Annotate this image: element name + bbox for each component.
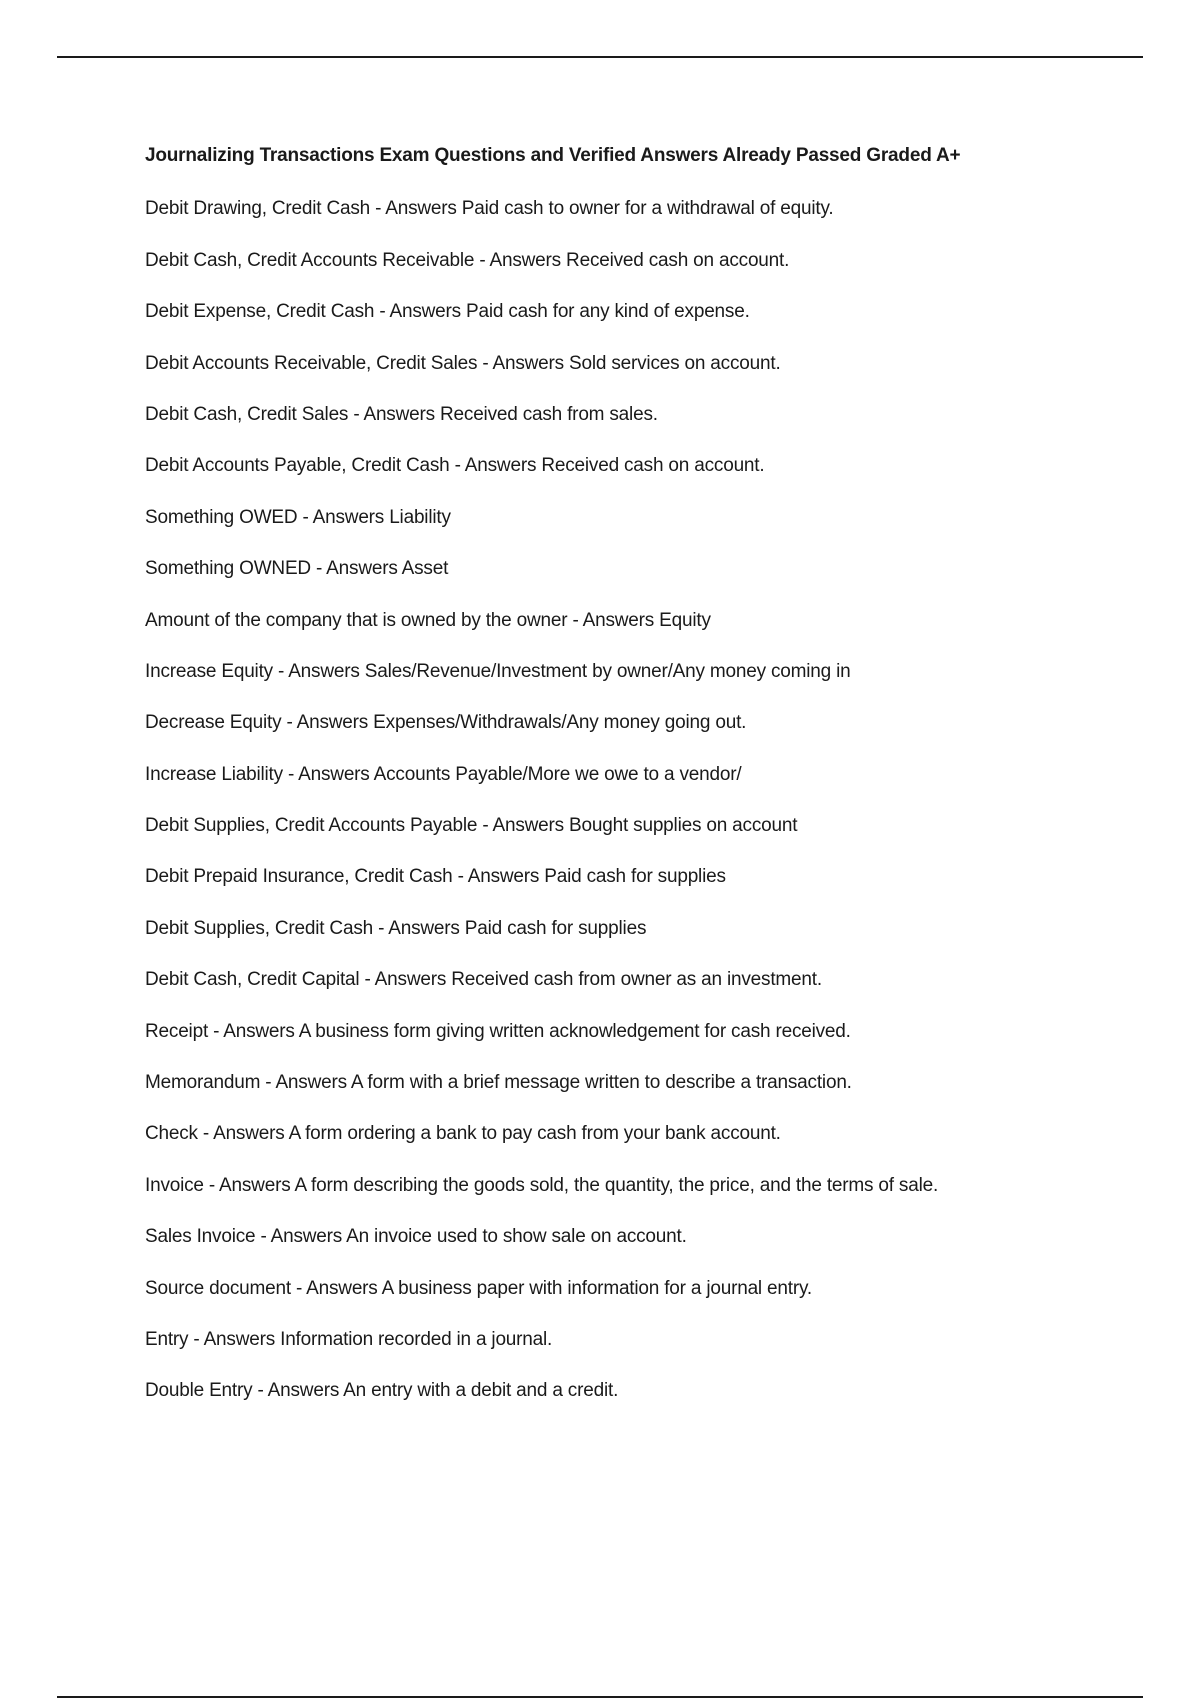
qa-item: Amount of the company that is owned by the owner - Answers Equity	[145, 609, 711, 631]
qa-item: Debit Prepaid Insurance, Credit Cash - Answers Paid cash for supplies	[145, 866, 726, 888]
qa-item: Source document - Answers A business paper with information for a journal entry.	[145, 1277, 812, 1299]
qa-item: Debit Expense, Credit Cash - Answers Paid cash for any kind of expense.	[145, 301, 750, 323]
qa-item: Receipt - Answers A business form giving written acknowledgement for cash received.	[145, 1020, 851, 1042]
qa-item: Increase Equity - Answers Sales/Revenue/Investment by owner/Any money coming in	[145, 660, 851, 682]
document-title: Journalizing Transactions Exam Questions and Verified Answers Already Passed Graded A+	[145, 145, 961, 166]
qa-item: Debit Cash, Credit Capital - Answers Received cash from owner as an investment.	[145, 969, 822, 991]
qa-item: Debit Supplies, Credit Accounts Payable - Answers Bought supplies on account	[145, 815, 798, 837]
qa-item: Double Entry - Answers An entry with a debit and a credit.	[145, 1380, 619, 1402]
qa-item: Entry - Answers Information recorded in a journal.	[145, 1328, 553, 1350]
qa-item: Something OWNED - Answers Asset	[145, 558, 449, 580]
qa-item: Check - Answers A form ordering a bank to pay cash from your bank account.	[145, 1123, 781, 1145]
qa-item: Increase Liability - Answers Accounts Payable/More we owe to a vendor/	[145, 763, 742, 785]
header-rule	[57, 56, 1143, 58]
qa-item: Invoice - Answers A form describing the goods sold, the quantity, the price, and the terms of sale.	[145, 1174, 939, 1196]
qa-item: Sales Invoice - Answers An invoice used to show sale on account.	[145, 1226, 687, 1248]
qa-item: Something OWED - Answers Liability	[145, 506, 451, 528]
qa-item: Debit Accounts Receivable, Credit Sales - Answers Sold services on account.	[145, 352, 781, 374]
qa-item: Debit Cash, Credit Sales - Answers Received cash from sales.	[145, 403, 658, 425]
qa-item: Debit Drawing, Credit Cash - Answers Paid cash to owner for a withdrawal of equity.	[145, 198, 834, 220]
document-body	[145, 144, 1145, 1403]
footer-rule	[57, 1696, 1143, 1698]
qa-list	[145, 197, 1145, 1403]
qa-item: Debit Accounts Payable, Credit Cash - Answers Received cash on account.	[145, 455, 765, 477]
qa-item: Decrease Equity - Answers Expenses/Withdrawals/Any money going out.	[145, 712, 747, 734]
qa-item: Debit Supplies, Credit Cash - Answers Paid cash for supplies	[145, 917, 647, 939]
qa-item: Debit Cash, Credit Accounts Receivable - Answers Received cash on account.	[145, 249, 790, 271]
qa-item: Memorandum - Answers A form with a brief message written to describe a transaction.	[145, 1072, 852, 1094]
